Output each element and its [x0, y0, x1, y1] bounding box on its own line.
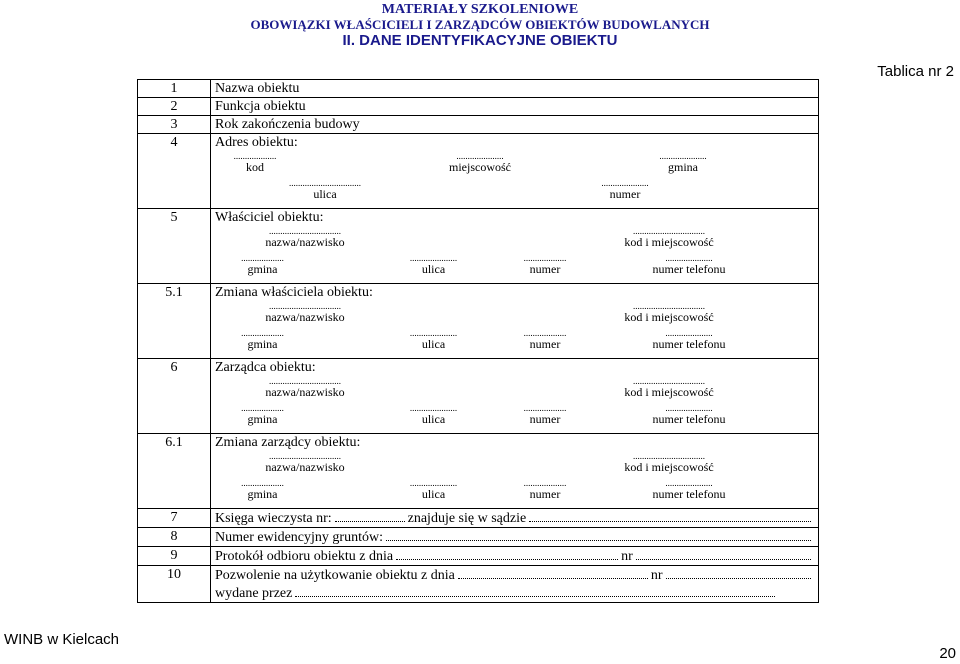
ulica-field[interactable]: ..................... — [409, 253, 458, 263]
nr-label: nr — [621, 549, 633, 564]
row-number: 9 — [138, 547, 211, 566]
owner-change-block — [211, 284, 819, 359]
row-number: 5.1 — [138, 284, 211, 359]
nazwa-field[interactable]: ................................ — [269, 376, 341, 386]
numer-label: numer — [529, 262, 561, 276]
manager-block — [211, 359, 819, 434]
table-row — [138, 209, 819, 284]
row-label: Zarządca obiektu: — [215, 360, 316, 375]
row-number: 1 — [138, 80, 211, 98]
numer-field[interactable]: ................... — [523, 478, 567, 488]
numer-label: numer — [529, 337, 561, 351]
row-label: Księga wieczysta nr: — [215, 511, 332, 526]
row-number: 10 — [138, 566, 211, 603]
address-block — [211, 134, 819, 209]
kod-miejscowosc-field[interactable]: ................................ — [633, 376, 705, 386]
acceptance-row — [211, 547, 819, 566]
document-header — [0, 2, 960, 48]
ulica-label: ulica — [421, 487, 446, 501]
permit-number-field[interactable] — [666, 566, 811, 579]
manager-change-block — [211, 434, 819, 509]
acceptance-number-field[interactable] — [636, 547, 811, 560]
header-line-1: MATERIAŁY SZKOLENIOWE — [381, 2, 579, 17]
telefon-label: numer telefonu — [652, 337, 726, 351]
table-row — [138, 116, 819, 134]
row-label: Właściciel obiektu: — [215, 210, 324, 225]
row-number: 7 — [138, 509, 211, 528]
permit-row — [211, 566, 819, 603]
court-label: znajduje się w sądzie — [407, 511, 527, 526]
telefon-label: numer telefonu — [652, 412, 726, 426]
numer-field[interactable]: ................... — [523, 253, 567, 263]
row-label[interactable]: Funkcja obiektu — [211, 98, 819, 116]
kod-miejscowosc-label: kod i miejscowość — [624, 235, 714, 249]
acceptance-date-field[interactable] — [396, 547, 618, 560]
identification-table — [137, 79, 819, 603]
table-row — [138, 98, 819, 116]
numer-label: numer — [529, 412, 561, 426]
page-number: 20 — [939, 645, 956, 662]
table-row — [138, 80, 819, 98]
telefon-field[interactable]: ..................... — [665, 478, 713, 488]
numer-field[interactable]: ................... — [523, 403, 567, 413]
table-reference: Tablica nr 2 — [877, 63, 954, 80]
table-row — [138, 509, 819, 528]
ulica-label: ulica — [313, 187, 337, 201]
telefon-field[interactable]: ..................... — [665, 328, 713, 338]
ulica-field[interactable]: ..................... — [409, 478, 458, 488]
nazwa-label: nazwa/nazwisko — [265, 460, 345, 474]
table-row — [138, 547, 819, 566]
nr-label: nr — [650, 568, 663, 583]
land-register-number-field[interactable] — [335, 509, 405, 522]
kod-miejscowosc-label: kod i miejscowość — [624, 460, 714, 474]
row-number: 8 — [138, 528, 211, 547]
gmina-field[interactable]: ................... — [241, 253, 284, 263]
land-number-row — [211, 528, 819, 547]
nazwa-label: nazwa/nazwisko — [265, 310, 345, 324]
row-number: 6 — [138, 359, 211, 434]
kod-field[interactable]: ................... — [233, 151, 277, 161]
numer-field[interactable]: ................... — [523, 328, 567, 338]
table-row — [138, 528, 819, 547]
kod-miejscowosc-label: kod i miejscowość — [624, 310, 714, 324]
kod-miejscowosc-field[interactable]: ................................ — [633, 226, 705, 236]
section-title: II. DANE IDENTYFIKACYJNE OBIEKTU — [342, 32, 618, 49]
gmina-label: gmina — [247, 487, 278, 501]
numer-label: numer — [529, 487, 561, 501]
row-label: Zmiana zarządcy obiektu: — [215, 435, 361, 450]
row-label: Numer ewidencyjny gruntów: — [215, 530, 383, 545]
gmina-label: gmina — [247, 337, 278, 351]
gmina-label: gmina — [247, 262, 278, 276]
row-number: 6.1 — [138, 434, 211, 509]
ulica-label: ulica — [421, 262, 446, 276]
gmina-field[interactable]: ..................... — [659, 151, 707, 161]
footer-organization: WINB w Kielcach — [4, 631, 120, 648]
gmina-field[interactable]: ................... — [241, 403, 284, 413]
row-label[interactable]: Nazwa obiektu — [211, 80, 819, 98]
row-number: 2 — [138, 98, 211, 116]
nazwa-field[interactable]: ................................ — [269, 301, 341, 311]
gmina-field[interactable]: ................... — [241, 478, 284, 488]
kod-miejscowosc-field[interactable]: ................................ — [633, 301, 705, 311]
telefon-field[interactable]: ..................... — [665, 403, 713, 413]
ulica-field[interactable]: ................................ — [289, 178, 361, 188]
gmina-label: gmina — [247, 412, 278, 426]
ulica-label: ulica — [421, 412, 446, 426]
telefon-label: numer telefonu — [652, 487, 726, 501]
header-line-2: OBOWIĄZKI WŁAŚCICIELI I ZARZĄDCÓW OBIEKTÓW BUDOWLANYCH — [250, 17, 710, 32]
issuer-field[interactable] — [295, 584, 775, 597]
gmina-label: gmina — [668, 160, 698, 174]
land-number-field[interactable] — [386, 528, 811, 541]
table-row — [138, 284, 819, 359]
numer-label: numer — [609, 187, 641, 201]
row-label: Pozwolenie na użytkowanie obiektu z dnia — [215, 568, 455, 583]
row-number: 3 — [138, 116, 211, 134]
ulica-label: ulica — [421, 337, 446, 351]
telefon-field[interactable]: ..................... — [665, 253, 713, 263]
kod-miejscowosc-label: kod i miejscowość — [624, 385, 714, 399]
owner-block — [211, 209, 819, 284]
gmina-field[interactable]: ................... — [241, 328, 284, 338]
row-label: Protokół odbioru obiektu z dnia — [215, 549, 394, 564]
table-row — [138, 566, 819, 603]
row-number: 5 — [138, 209, 211, 284]
nazwa-field[interactable]: ................................ — [269, 451, 341, 461]
table-row — [138, 434, 819, 509]
kod-miejscowosc-field[interactable]: ................................ — [633, 451, 705, 461]
court-field[interactable] — [529, 509, 811, 522]
row-label: Adres obiektu: — [215, 135, 298, 150]
nazwa-label: nazwa/nazwisko — [265, 385, 345, 399]
row-label[interactable]: Rok zakończenia budowy — [211, 116, 819, 134]
numer-field[interactable]: ..................... — [601, 178, 649, 188]
table-row — [138, 359, 819, 434]
telefon-label: numer telefonu — [652, 262, 726, 276]
permit-date-field[interactable] — [458, 566, 648, 579]
row-label: Zmiana właściciela obiektu: — [215, 285, 373, 300]
miejscowosc-field[interactable]: ..................... — [456, 151, 504, 161]
land-register-row — [211, 509, 819, 528]
ulica-field[interactable]: ..................... — [409, 403, 458, 413]
nazwa-label: nazwa/nazwisko — [265, 235, 345, 249]
row-number: 4 — [138, 134, 211, 209]
issuer-label: wydane przez — [215, 586, 293, 601]
ulica-field[interactable]: ..................... — [409, 328, 458, 338]
nazwa-field[interactable]: ................................ — [269, 226, 341, 236]
kod-label: kod — [246, 160, 264, 174]
miejscowosc-label: miejscowość — [449, 160, 511, 174]
table-row — [138, 134, 819, 209]
